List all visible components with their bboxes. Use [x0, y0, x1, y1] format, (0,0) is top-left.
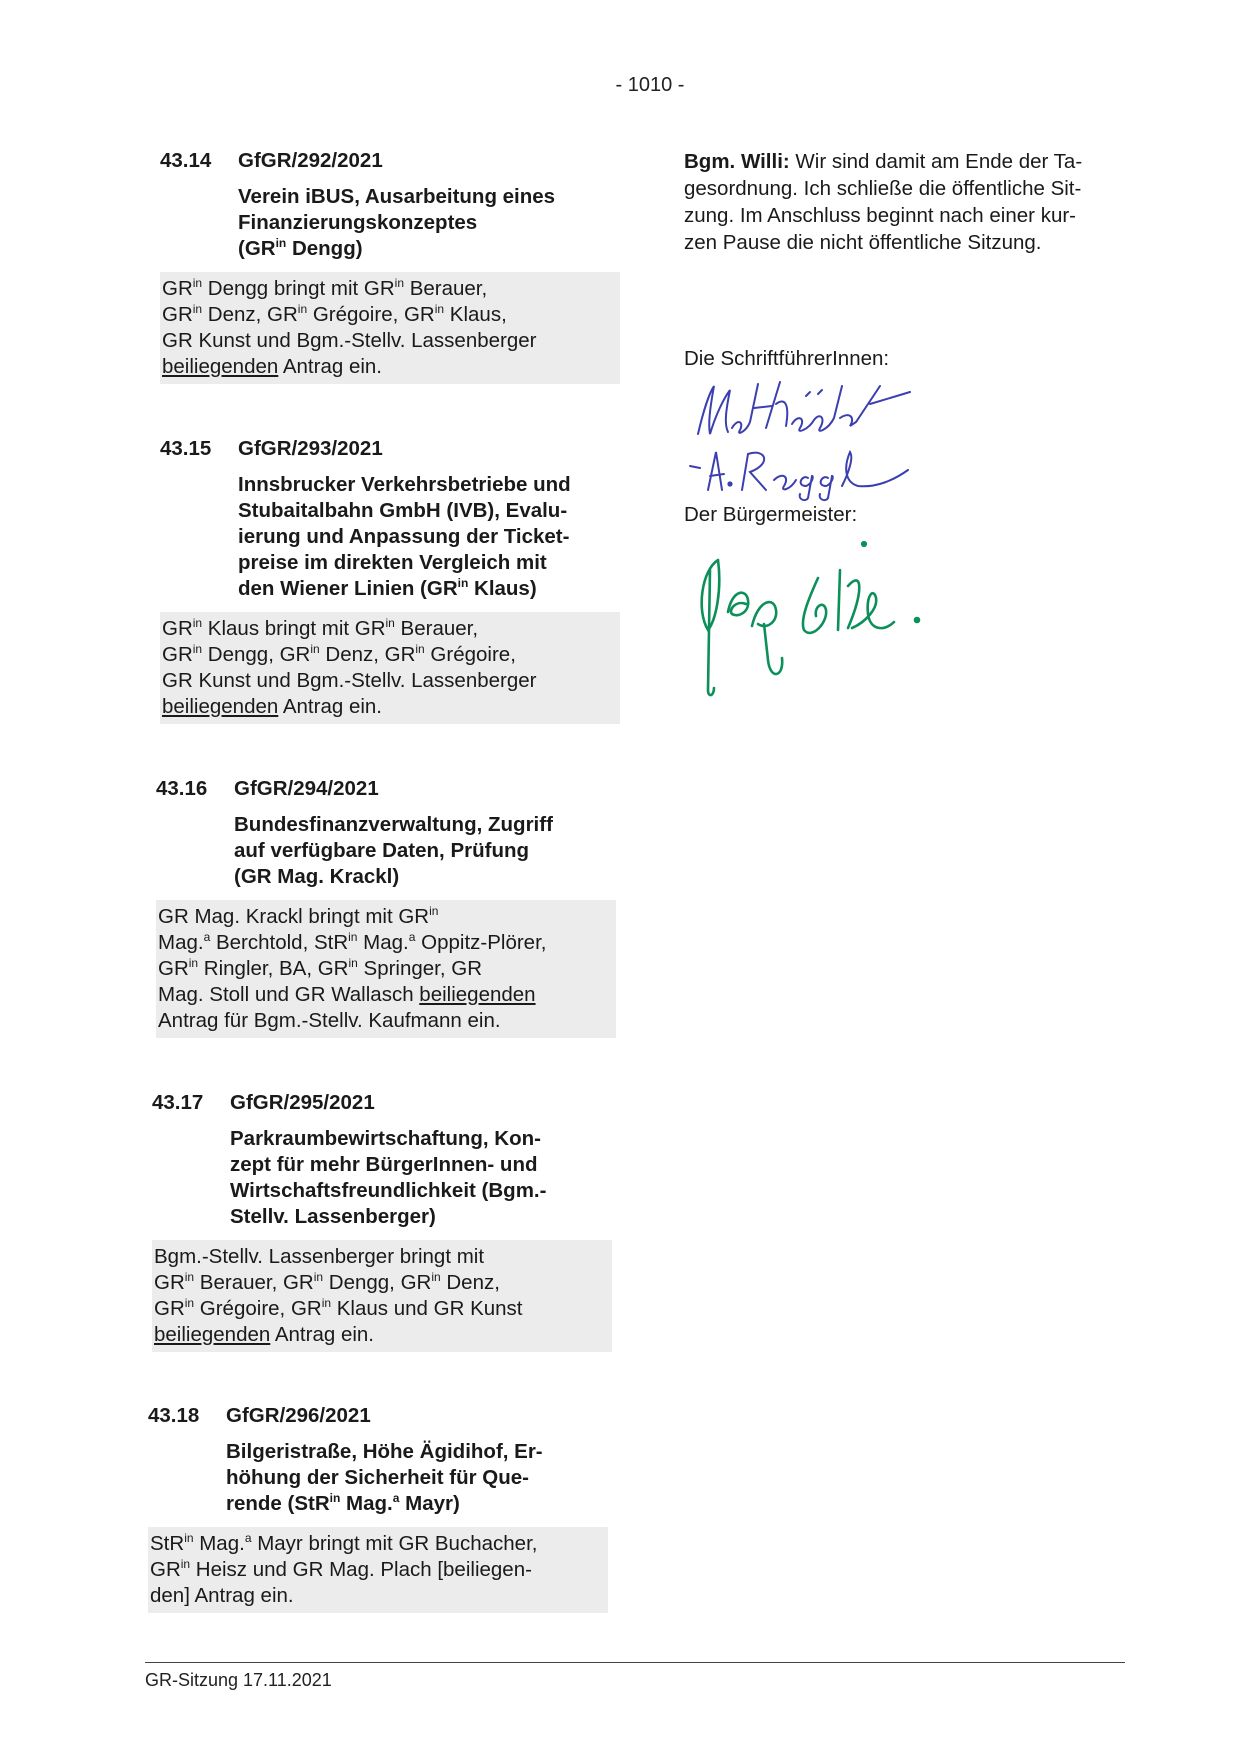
superscript: in	[184, 1531, 194, 1546]
title-line: ($GR^{in}$ Dengg)	[238, 236, 363, 260]
title-line: Stellv. Lassenberger)	[230, 1205, 436, 1228]
closing-line: zen Pause die nicht öffentliche Sitzung.	[684, 231, 1042, 254]
superscript: in	[415, 642, 425, 657]
superscript: in	[192, 642, 203, 657]
agenda-item	[152, 1090, 612, 1352]
superscript: in	[184, 1270, 195, 1285]
body-line: $GR^{in}$ Dengg, $GR^{in}$ Denz, $GR^{in}$ Grégoire,	[162, 642, 516, 666]
superscript: in	[188, 956, 199, 971]
superscript: a	[408, 930, 416, 945]
closing-line: zung. Im Anschluss beginnt nach einer kur-	[684, 204, 1076, 227]
superscript: in	[321, 1296, 332, 1311]
body-line: $GR^{in}$ Heisz und GR Mag. Plach [beiliegen-	[150, 1557, 532, 1581]
item-number: 43.15	[160, 437, 212, 460]
title-line: preise im direkten Vergleich mit	[238, 551, 547, 574]
title-line: Verein iBUS, Ausarbeitung eines	[238, 185, 556, 208]
body-line: beiliegenden Antrag ein.	[162, 355, 382, 378]
item-title	[230, 1126, 612, 1230]
item-code: GfGR/296/2021	[226, 1404, 371, 1427]
superscript: in	[431, 1270, 441, 1285]
agenda-item	[156, 776, 616, 1038]
title-line: (GR Mag. Krackl)	[234, 865, 400, 888]
superscript: in	[394, 276, 404, 291]
body-line: GR Kunst und Bgm.-Stellv. Lassenberger	[162, 329, 537, 352]
title-line: Stubaitalbahn GmbH (IVB), Evalu-	[238, 499, 568, 522]
item-code: GfGR/293/2021	[238, 437, 383, 460]
superscript: in	[180, 1557, 191, 1572]
item-number: 43.16	[156, 777, 208, 800]
body-line: Bgm.-Stellv. Lassenberger bringt mit	[154, 1245, 485, 1268]
item-motion-text	[156, 900, 616, 1038]
recorder-signature-2	[686, 446, 916, 502]
superscript: in	[192, 616, 203, 631]
title-line: zept für mehr BürgerInnen- und	[230, 1153, 538, 1176]
footer-divider	[145, 1662, 1125, 1663]
superscript: in	[310, 642, 320, 657]
item-code: GfGR/292/2021	[238, 149, 383, 172]
item-heading	[156, 776, 616, 802]
superscript: in	[184, 1296, 195, 1311]
page-number: - 1010 -	[615, 74, 685, 96]
underlined-word: beiliegenden	[154, 1323, 271, 1346]
item-motion-text	[160, 612, 620, 724]
body-line: den] Antrag ein.	[150, 1584, 294, 1607]
item-heading	[160, 436, 620, 462]
item-heading	[148, 1403, 608, 1429]
title-line: höhung der Sicherheit für Que-	[226, 1466, 529, 1489]
superscript: in	[348, 956, 358, 971]
agenda-item	[160, 148, 620, 384]
title-line: den Wiener Linien ($GR^{in}$ Klaus)	[238, 576, 537, 600]
superscript: in	[385, 616, 395, 631]
body-line: GR Mag. Krackl bringt mit $GR^{in}$	[158, 904, 439, 928]
body-line: $GR^{in}$ Ringler, BA, $GR^{in}$ Springer, GR	[158, 956, 483, 980]
mayor-label: Der Bürgermeister:	[684, 503, 858, 526]
mayor-signature	[688, 530, 948, 700]
body-line: beiliegenden Antrag ein.	[162, 695, 382, 718]
superscript: in	[348, 930, 358, 945]
superscript: in	[457, 576, 469, 591]
superscript: in	[192, 302, 203, 317]
item-motion-text	[160, 272, 620, 384]
body-line: $GR^{in}$ Denz, $GR^{in}$ Grégoire, $GR^{in}$ Klaus,	[162, 302, 507, 326]
item-title	[238, 472, 620, 602]
item-number: 43.14	[160, 149, 212, 172]
body-line: Mag. Stoll und GR Wallasch beiliegenden	[158, 983, 536, 1006]
body-line: StR$^{in}$ Mag.$^a$ Mayr bringt mit GR Buchacher,	[150, 1531, 538, 1555]
body-line: $GR^{in}$ Berauer, $GR^{in}$ Dengg, $GR^{in}$ Denz,	[154, 1270, 500, 1294]
body-line: $GR^{in}$ Dengg bringt mit $GR^{in}$ Berauer,	[162, 276, 488, 300]
superscript: in	[429, 904, 439, 919]
title-line: rende (StR$^{in}$ Mag.$^a$ Mayr)	[226, 1491, 460, 1515]
item-number: 43.18	[148, 1404, 200, 1427]
superscript: in	[297, 302, 308, 317]
underlined-word: beiliegenden	[419, 983, 536, 1006]
title-line: Innsbrucker Verkehrsbetriebe und	[238, 473, 571, 496]
title-line: Wirtschaftsfreundlichkeit (Bgm.-	[230, 1179, 547, 1202]
item-heading	[152, 1090, 612, 1116]
agenda-item	[160, 436, 620, 724]
body-line: $GR^{in}$ Klaus bringt mit $GR^{in}$ Berauer,	[162, 616, 479, 640]
recorders-label: Die SchriftführerInnen:	[684, 347, 890, 370]
body-line: $GR^{in}$ Grégoire, $GR^{in}$ Klaus und GR Kunst	[154, 1296, 523, 1320]
body-line: Mag.$^a$ Berchtold, StR$^{in}$ Mag.$^a$ Oppitz-Plörer,	[158, 930, 547, 954]
closing-speaker: Bgm. Willi:	[684, 150, 790, 173]
item-code: GfGR/295/2021	[230, 1091, 375, 1114]
superscript: in	[329, 1491, 341, 1506]
recorder-signature-1	[680, 378, 920, 448]
title-line: Finanzierungskonzeptes	[238, 211, 478, 234]
title-line: Bundesfinanzverwaltung, Zugriff	[234, 813, 553, 836]
body-line: Antrag für Bgm.-Stellv. Kaufmann ein.	[158, 1009, 501, 1032]
closing-statement	[684, 148, 1124, 256]
footer-text: GR-Sitzung 17.11.2021	[145, 1670, 332, 1690]
title-line: Parkraumbewirtschaftung, Kon-	[230, 1127, 541, 1150]
item-title	[234, 812, 616, 890]
item-motion-text	[148, 1527, 608, 1613]
agenda-item	[148, 1403, 608, 1613]
item-title	[238, 184, 620, 262]
superscript: in	[275, 236, 287, 251]
superscript: a	[244, 1531, 252, 1546]
item-heading	[160, 148, 620, 174]
title-line: ierung und Anpassung der Ticket-	[238, 525, 570, 548]
item-number: 43.17	[152, 1091, 204, 1114]
item-motion-text	[152, 1240, 612, 1352]
superscript: in	[313, 1270, 324, 1285]
superscript: in	[434, 302, 445, 317]
item-code: GfGR/294/2021	[234, 777, 379, 800]
underlined-word: beiliegenden	[162, 355, 279, 378]
body-line: GR Kunst und Bgm.-Stellv. Lassenberger	[162, 669, 537, 692]
superscript: a	[203, 930, 211, 945]
superscript: a	[392, 1491, 400, 1506]
item-title	[226, 1439, 608, 1517]
underlined-word: beiliegenden	[162, 695, 279, 718]
closing-line: gesordnung. Ich schließe die öffentliche Sit-	[684, 177, 1082, 200]
title-line: auf verfügbare Daten, Prüfung	[234, 839, 530, 862]
superscript: in	[192, 276, 203, 291]
body-line: beiliegenden Antrag ein.	[154, 1323, 374, 1346]
closing-line: Wir sind damit am Ende der Ta-	[789, 150, 1083, 173]
title-line: Bilgeristraße, Höhe Ägidihof, Er-	[226, 1440, 543, 1463]
